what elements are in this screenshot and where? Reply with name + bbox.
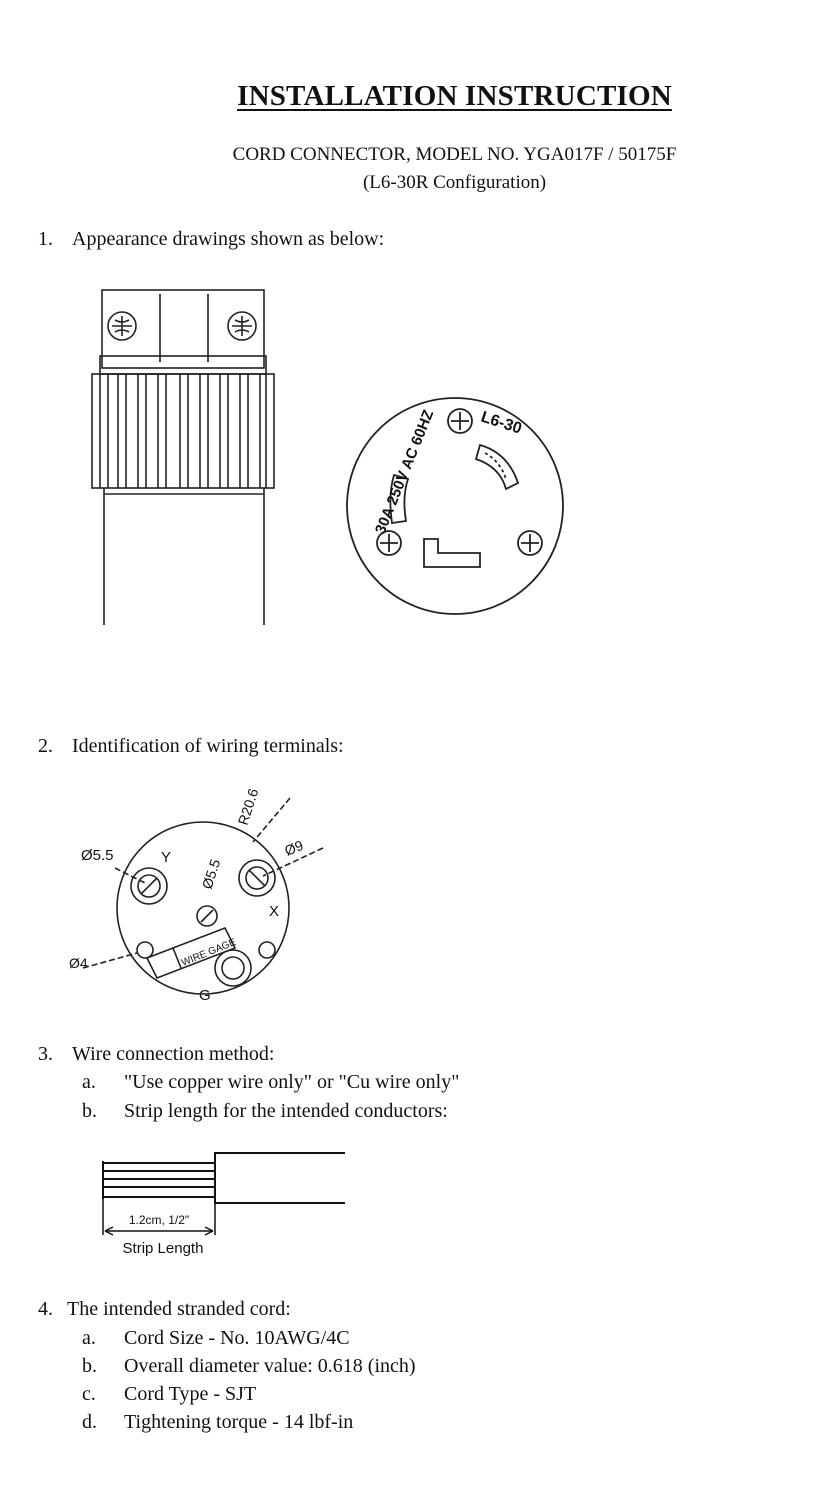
list-item-letter: b. <box>82 1355 97 1377</box>
hole-left-icon <box>137 942 153 958</box>
list-item <box>82 1411 353 1434</box>
section-text: Identification of wiring terminals: <box>72 735 344 757</box>
list-item-letter: b. <box>82 1100 97 1122</box>
section-text: The intended stranded cord: <box>67 1298 291 1320</box>
section-2-heading <box>38 735 344 758</box>
strip-dimension-label: 1.2cm, 1/2" <box>128 1213 190 1227</box>
wiring-terminal-drawing <box>65 778 335 1018</box>
list-item <box>82 1071 459 1094</box>
section-number: 3. <box>38 1043 53 1065</box>
section-1-heading <box>38 228 384 251</box>
terminal-g-screw-icon <box>215 950 251 986</box>
hole-right-icon <box>259 942 275 958</box>
receptacle-face-drawing <box>340 383 570 628</box>
list-item <box>82 1383 256 1406</box>
slot-x-icon <box>476 445 518 489</box>
list-item-text: Strip length for the intended conductors: <box>124 1100 448 1122</box>
radius-label: R20.6 <box>234 786 262 827</box>
dia-center-label: Ø5.5 <box>198 857 224 891</box>
section-number: 1. <box>38 228 53 250</box>
section-number: 4. <box>38 1298 53 1320</box>
list-item-letter: a. <box>82 1071 96 1093</box>
list-item-letter: c. <box>82 1383 96 1405</box>
list-item-text: Cord Size - No. 10AWG/4C <box>124 1327 350 1349</box>
list-item-text: Tightening torque - 14 lbf-in <box>124 1411 354 1433</box>
list-item <box>82 1355 416 1378</box>
list-item <box>82 1100 448 1123</box>
section-text: Wire connection method: <box>72 1043 275 1065</box>
dia-left-label: Ø5.5 <box>81 847 114 864</box>
wire-gage-label: WIRE GAGE <box>180 936 238 969</box>
page-title: INSTALLATION INSTRUCTION <box>237 80 672 112</box>
terminal-x-screw-icon <box>239 860 275 896</box>
strip-length-caption: Strip Length <box>122 1240 204 1257</box>
list-item-text: Overall diameter value: 0.618 (inch) <box>124 1355 416 1377</box>
terminal-x-label: X <box>269 903 280 920</box>
face-screw-right-icon <box>518 531 542 555</box>
face-screw-top-icon <box>448 409 472 433</box>
section-4-heading <box>38 1298 291 1321</box>
section-3-heading <box>38 1043 274 1066</box>
connector-side-view-drawing <box>90 280 290 630</box>
list-item-text: "Use copper wire only" or "Cu wire only" <box>124 1071 460 1093</box>
strip-length-drawing <box>95 1145 355 1260</box>
terminal-y-screw-icon <box>131 868 167 904</box>
section-number: 2. <box>38 735 53 757</box>
face-rating-label: 30A 250V AC 60HZ <box>371 407 438 537</box>
configuration-subtitle: (L6-30R Configuration) <box>362 172 547 193</box>
terminal-g-label: G <box>199 987 211 1004</box>
list-item-letter: a. <box>82 1327 96 1349</box>
section-text: Appearance drawings shown as below: <box>72 228 385 250</box>
dia-right-label: Ø9 <box>282 836 306 859</box>
dia-small-label: Ø4 <box>69 955 88 971</box>
list-item <box>82 1327 350 1350</box>
list-item-text: Cord Type - SJT <box>124 1383 257 1405</box>
model-subtitle: CORD CONNECTOR, MODEL NO. YGA017F / 50175F <box>232 144 677 165</box>
face-config-label: L6-30 <box>478 408 524 438</box>
terminal-y-label: Y <box>161 849 172 866</box>
slot-ground-icon <box>424 539 480 567</box>
list-item-letter: d. <box>82 1411 97 1433</box>
